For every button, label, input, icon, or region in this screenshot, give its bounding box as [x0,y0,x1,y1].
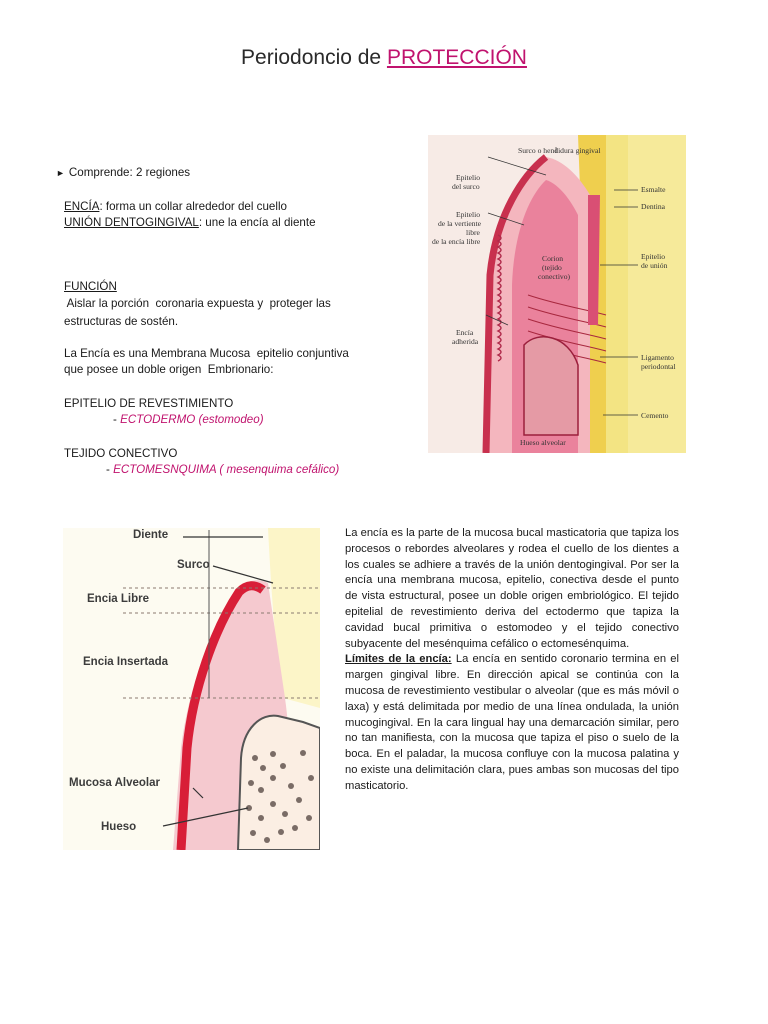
epitelio-heading: EPITELIO DE REVESTIMIENTO [64,397,234,410]
encia-term: ENCÍA [64,200,100,213]
label-esmalte: Esmalte [641,185,666,194]
label-surco: Surco [177,559,210,571]
membrana-line-1: La Encía es una Membrana Mucosa epitelio conjuntiva [64,347,349,360]
title-accent: PROTECCIÓN [386,46,527,69]
funcion-line-2: estructuras de sostén. [64,315,179,328]
funcion-heading: FUNCIÓN [64,280,117,293]
label-corion-2: (tejido [542,263,562,272]
label-epitelio-union-1: Epitelio [641,252,666,261]
label-encia-insertada: Encia Insertada [83,656,169,668]
gingiva-zones-figure [63,528,320,850]
epitelio-item-text: ECTODERMO (estomodeo) [120,413,264,426]
label-epitelio-vert-3: libre [466,228,480,237]
title-prefix: Periodoncio de [241,46,387,69]
tejido-item-text: ECTOMESNQUIMA ( mesenquima cefálico) [113,463,340,476]
label-corion-1: Corion [542,254,564,263]
label-encia-adherida-2: adherida [452,337,479,346]
label-cemento: Cemento [641,411,669,420]
label-hueso: Hueso [101,821,137,833]
membrana-line-2: que posee un doble origen Embrionario: [64,363,274,376]
label-epitelio-union-2: de unión [641,261,668,270]
union-line [64,215,316,231]
tejido-dash: - [106,463,114,476]
label-mucosa-alveolar: Mucosa Alveolar [69,777,160,789]
gingiva-histology-figure [428,135,686,453]
limites-label: Límites de la encía: [345,653,452,666]
tejido-item [106,462,339,478]
bullet-line [56,165,190,181]
label-epitelio-vert-4: de la encía libre [432,237,481,246]
description-paragraph [345,526,679,795]
label-surco: Surco o hendidura gingival [518,146,601,155]
union-term: UNIÓN DENTOGINGIVAL [64,216,199,229]
bullet-text: Comprende: 2 regiones [68,166,191,179]
page-title [0,46,768,70]
label-dentina: Dentina [641,202,666,211]
tejido-heading: TEJIDO CONECTIVO [64,447,178,460]
label-corion-3: conectivo) [538,272,571,281]
paragraph-intro: La encía es la parte de la mucosa bucal masticatoria que tapiza los procesos o rebordes alveolares y rodea el cuello de los dientes a los cuales se adhiere a través de la unión dentogingival. Por ser la encía una membrana mucosa, epitelio, conectiva desde el punto de vista estructural, posee un doble origen embriológico. El tejido epitelial de revestimiento deriva del ectodermo que tapiza la cavidad bucal primitiva o estomodeo y el tejido conectivo subyacente del mesénquima cefálico o ectomesénquima. [345,527,679,650]
epitelio-item [113,412,264,428]
label-diente: Diente [133,529,169,541]
encia-desc: : forma un collar alrededor del cuello [99,200,287,213]
label-epitelio-surco-2: del surco [452,182,480,191]
gingiva-zones-illustration [63,528,320,850]
epitelio-dash: - [113,413,121,426]
funcion-line-1: Aislar la porción coronaria expuesta y proteger las [64,297,331,310]
label-epitelio-vert-2: de la vertiente [438,219,482,228]
label-encia-adherida-1: Encía [456,328,474,337]
label-encia-libre: Encia Libre [87,593,149,605]
union-desc: : une la encía al diente [198,216,316,229]
label-hueso-alveolar: Hueso alveolar [520,438,566,447]
label-ligamento-1: Ligamento [641,353,674,362]
label-ligamento-2: periodontal [641,362,676,371]
label-epitelio-vert-1: Epitelio [456,210,481,219]
label-epitelio-surco-1: Epitelio [456,173,481,182]
encia-line [64,199,287,215]
bullet-icon: ► [56,168,65,178]
limites-text: La encía en sentido coronario termina en el margen gingival libre. En dirección apical se continúa con la mucosa de revestimiento vestibular o alveolar (que es más móvil o laxa) y está delimitada por medio de una línea ondulada, la unión mucogingival. En la cara lingual hay una demarcación similar, pero no tan manifiesta, con la mucosa que tapiza el piso o suelo de la boca. En el paladar, la mucosa confluye con la mucosa palatina y no existe una delimitación clara, pues ambas son mucosas del tipo masticatorio. [345,653,679,792]
